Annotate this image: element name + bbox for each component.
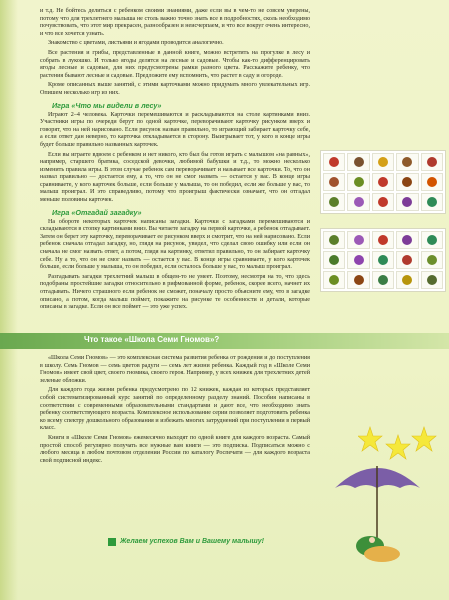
card-thumbnail (372, 271, 394, 289)
card-thumbnail (347, 173, 369, 191)
game2-title: Игра «Отгадай загадку» (52, 207, 142, 217)
card-illustration-icon (402, 197, 412, 207)
section-title: Что такое «Школа Семи Гномов»? (84, 335, 220, 344)
card-thumbnail (396, 231, 418, 249)
card-illustration-icon (329, 157, 339, 167)
school-paragraph: «Школа Семи Гномов» — это комплексная система развития ребенка от рождения и до поступления в школу. Семь Гномов — семь цветов радуги — семь лет жизни ребенка. Каждый год в «Школе Семи Гномов» имеет свой цвет, своего гномика, своего героя. Например, у всех книжек для трехлетних детей зеленые обложки. (40, 355, 310, 384)
card-thumbnail (372, 251, 394, 269)
intro-paragraph: и т.д. Не бойтесь делиться с ребенком своими знаниями, даже если вы в чем-то не совсем уверены, потому что для трехлетнего малыша не столь важно точно знать все в подробностях, сколь необходимо почувствовать, что этот мир прекрасен, разнообразен и неисчерпаем, и что все вокруг очень интересно, и что все хочется узнать. (40, 8, 310, 37)
section-header-bar (0, 333, 449, 349)
card-thumbnail (347, 271, 369, 289)
card-illustration-icon (427, 157, 437, 167)
card-illustration-icon (402, 157, 412, 167)
upper-column (40, 8, 310, 314)
card-thumbnail (347, 231, 369, 249)
game1-paragraph: Играют 2–4 человека. Карточки перемешиваются и раскладываются на столе картинками вниз. Участники игры по очереди берут по одной карточке, переворачивают карточку рисунком вверх и говорят, что на ней нарисовано. Если рисунок назван правильно, то играющий забирает карточку себе, а если ответ дан неверно, то карточка откладывается в сторону. Выигрывает тот, у кого в конце игры будет больше правильно названных карточек. (40, 111, 310, 148)
bullet-square-icon (108, 538, 116, 546)
card-illustration-icon (378, 235, 388, 245)
card-illustration-icon (427, 197, 437, 207)
card-illustration-icon (378, 177, 388, 187)
card-thumbnail (347, 251, 369, 269)
card-thumbnail (372, 173, 394, 191)
card-illustration-icon (354, 235, 364, 245)
card-illustration-icon (354, 197, 364, 207)
card-illustration-icon (378, 275, 388, 285)
card-thumbnail (323, 193, 345, 211)
card-thumbnail (323, 153, 345, 171)
game2-paragraph: Разгадывать загадки трехлетний малыш в общем-то не умеет. Поэтому, несмотря на то, что здесь подобраны простейшие загадки относительно в рифмованной форме, ребенок, скорее всего, начнет их отгадывать. Ничего страшного если ребенок не сможет, поначалу просто объясните ему, что в загадке описано, а потом, когда малыш поймет, покажите на рисунке те особенности и детали, которые описаны в загадке. Если он все поймет — это уже успех. (40, 273, 310, 311)
game2-paragraph: На обороте некоторых карточек написаны загадки. Карточки с загадками перемешиваются и складываются в стопку картинками вниз. Вы читаете загадку на первой карточке, а ребенок отгадывает. Затем он берет эту карточку, переворачивает ее рисунком вверх и смотрит, что на ней нарисовано. Если ребенок сначала отгадал загадку, но, глядя на рисунок, увидел, что сделал свою ошибку или если он сначала не смог назвать ответ, а потом, глядя на картинку, ответил правильно, то он забирает карточку себе. Ну а то, что он не смог назвать — остается у вас. В конце игры сравниваете, у кого карточек больше, если больше у малыша, то он победил, если осталось больше у вас, то малыш проиграл. (40, 218, 310, 271)
card-illustration-icon (354, 157, 364, 167)
school-paragraph: Для каждого года жизни ребенка предусмотрено по 12 книжек, каждая из которых представляет собой систематизированный курс занятий по определенному разделу знаний. Пособия написаны в соответствии с современными образовательными стандартами и дают все, что необходимо знать ребенку соответствующего возраста. Комплексное использование серии позволяет подготовить ребенка ко всему спектру дошкольного образования и избежать многих затруднений при поступлении в первый класс. (40, 387, 310, 432)
lower-column (40, 355, 310, 467)
card-thumbnail (396, 173, 418, 191)
card-thumbnail (347, 153, 369, 171)
intro-paragraph: Все растения и грибы, представленные в данной книге, можно встретить на прогулке в лесу и собрать в лукошко. И только ягоды делятся на лесные и садовые. Чтобы как-то дифференцировать ягоды лесные и садовые, для них предусмотрены рамки разного цвета. Расскажите ребенку, что растения бывают лесные и садовые. Предложите ему вспомнить, что растет в саду и огороде. (40, 49, 310, 79)
card-illustration-icon (427, 235, 437, 245)
card-illustration-icon (378, 255, 388, 265)
card-illustration-icon (354, 177, 364, 187)
school-paragraph: Книги в «Школе Семи Гномов» ежемесячно выходят по одной книге для каждого возраста. Самый простой способ регулярно получать все нужные вам книги — это подписка. Подписаться можно с любого месяца в любом почтовом отделении России по каталогу Роспечати — для каждого возраста свой подписной индекс. (40, 434, 310, 464)
card-thumbnail (323, 173, 345, 191)
card-illustration-icon (354, 275, 364, 285)
card-thumbnail (421, 173, 443, 191)
card-illustration-icon (427, 255, 437, 265)
card-thumbnail (396, 153, 418, 171)
gnome-umbrella-icon (330, 448, 425, 568)
card-thumbnail (372, 231, 394, 249)
card-illustration-icon (427, 275, 437, 285)
card-grid-mushrooms (320, 150, 446, 214)
card-illustration-icon (402, 255, 412, 265)
card-thumbnail (421, 193, 443, 211)
card-thumbnail (323, 231, 345, 249)
card-thumbnail (421, 153, 443, 171)
card-thumbnail (396, 251, 418, 269)
card-illustration-icon (329, 255, 339, 265)
card-thumbnail (421, 231, 443, 249)
card-thumbnail (372, 193, 394, 211)
card-illustration-icon (402, 235, 412, 245)
card-thumbnail (396, 193, 418, 211)
card-illustration-icon (354, 255, 364, 265)
card-illustration-icon (427, 177, 437, 187)
card-illustration-icon (378, 157, 388, 167)
card-thumbnail (323, 251, 345, 269)
intro-paragraph: Знакомство с цветами, листьями и ягодами проводится аналогично. (48, 40, 224, 47)
card-illustration-icon (402, 177, 412, 187)
card-illustration-icon (329, 275, 339, 285)
card-grid-plants (320, 228, 446, 292)
card-thumbnail (372, 153, 394, 171)
card-thumbnail (323, 271, 345, 289)
card-illustration-icon (329, 177, 339, 187)
footer-wish: Желаем успехов Вам и Вашему малышу! (120, 538, 264, 545)
game1-title: Игра «Что мы видели в лесу» (52, 100, 162, 110)
card-thumbnail (421, 251, 443, 269)
card-thumbnail (347, 193, 369, 211)
page-edge-shadow (0, 0, 18, 600)
intro-paragraph: Кроме описанных выше занятий, с этими карточками можно придумать много увлекательных игр. Опишем несколько игр из них. (40, 82, 310, 96)
card-thumbnail (396, 271, 418, 289)
card-illustration-icon (329, 235, 339, 245)
card-illustration-icon (378, 197, 388, 207)
card-illustration-icon (402, 275, 412, 285)
card-thumbnail (421, 271, 443, 289)
card-illustration-icon (329, 197, 339, 207)
game1-paragraph: Если вы играете вдвоем с ребенком и нет никого, кто был бы готов играть с малышом «на равных», например, старшего братика, соседской девочки, любимой бабушки и т.д., то можно несколько изменить правила игры. В этом случае ребенок сам переворачивает и называет все карточки. То, что он назвал правильно — достается ему, а то, что он не смог назвать — остается у вас. В конце игры сравниваете, у кого карточек больше, если больше у малыша, то он победил, если же больше у вас, то малыш проиграл. И это справедливо, потому что проигрыш фактически означает, что он отгадал меньше половины карточек. (40, 151, 310, 204)
